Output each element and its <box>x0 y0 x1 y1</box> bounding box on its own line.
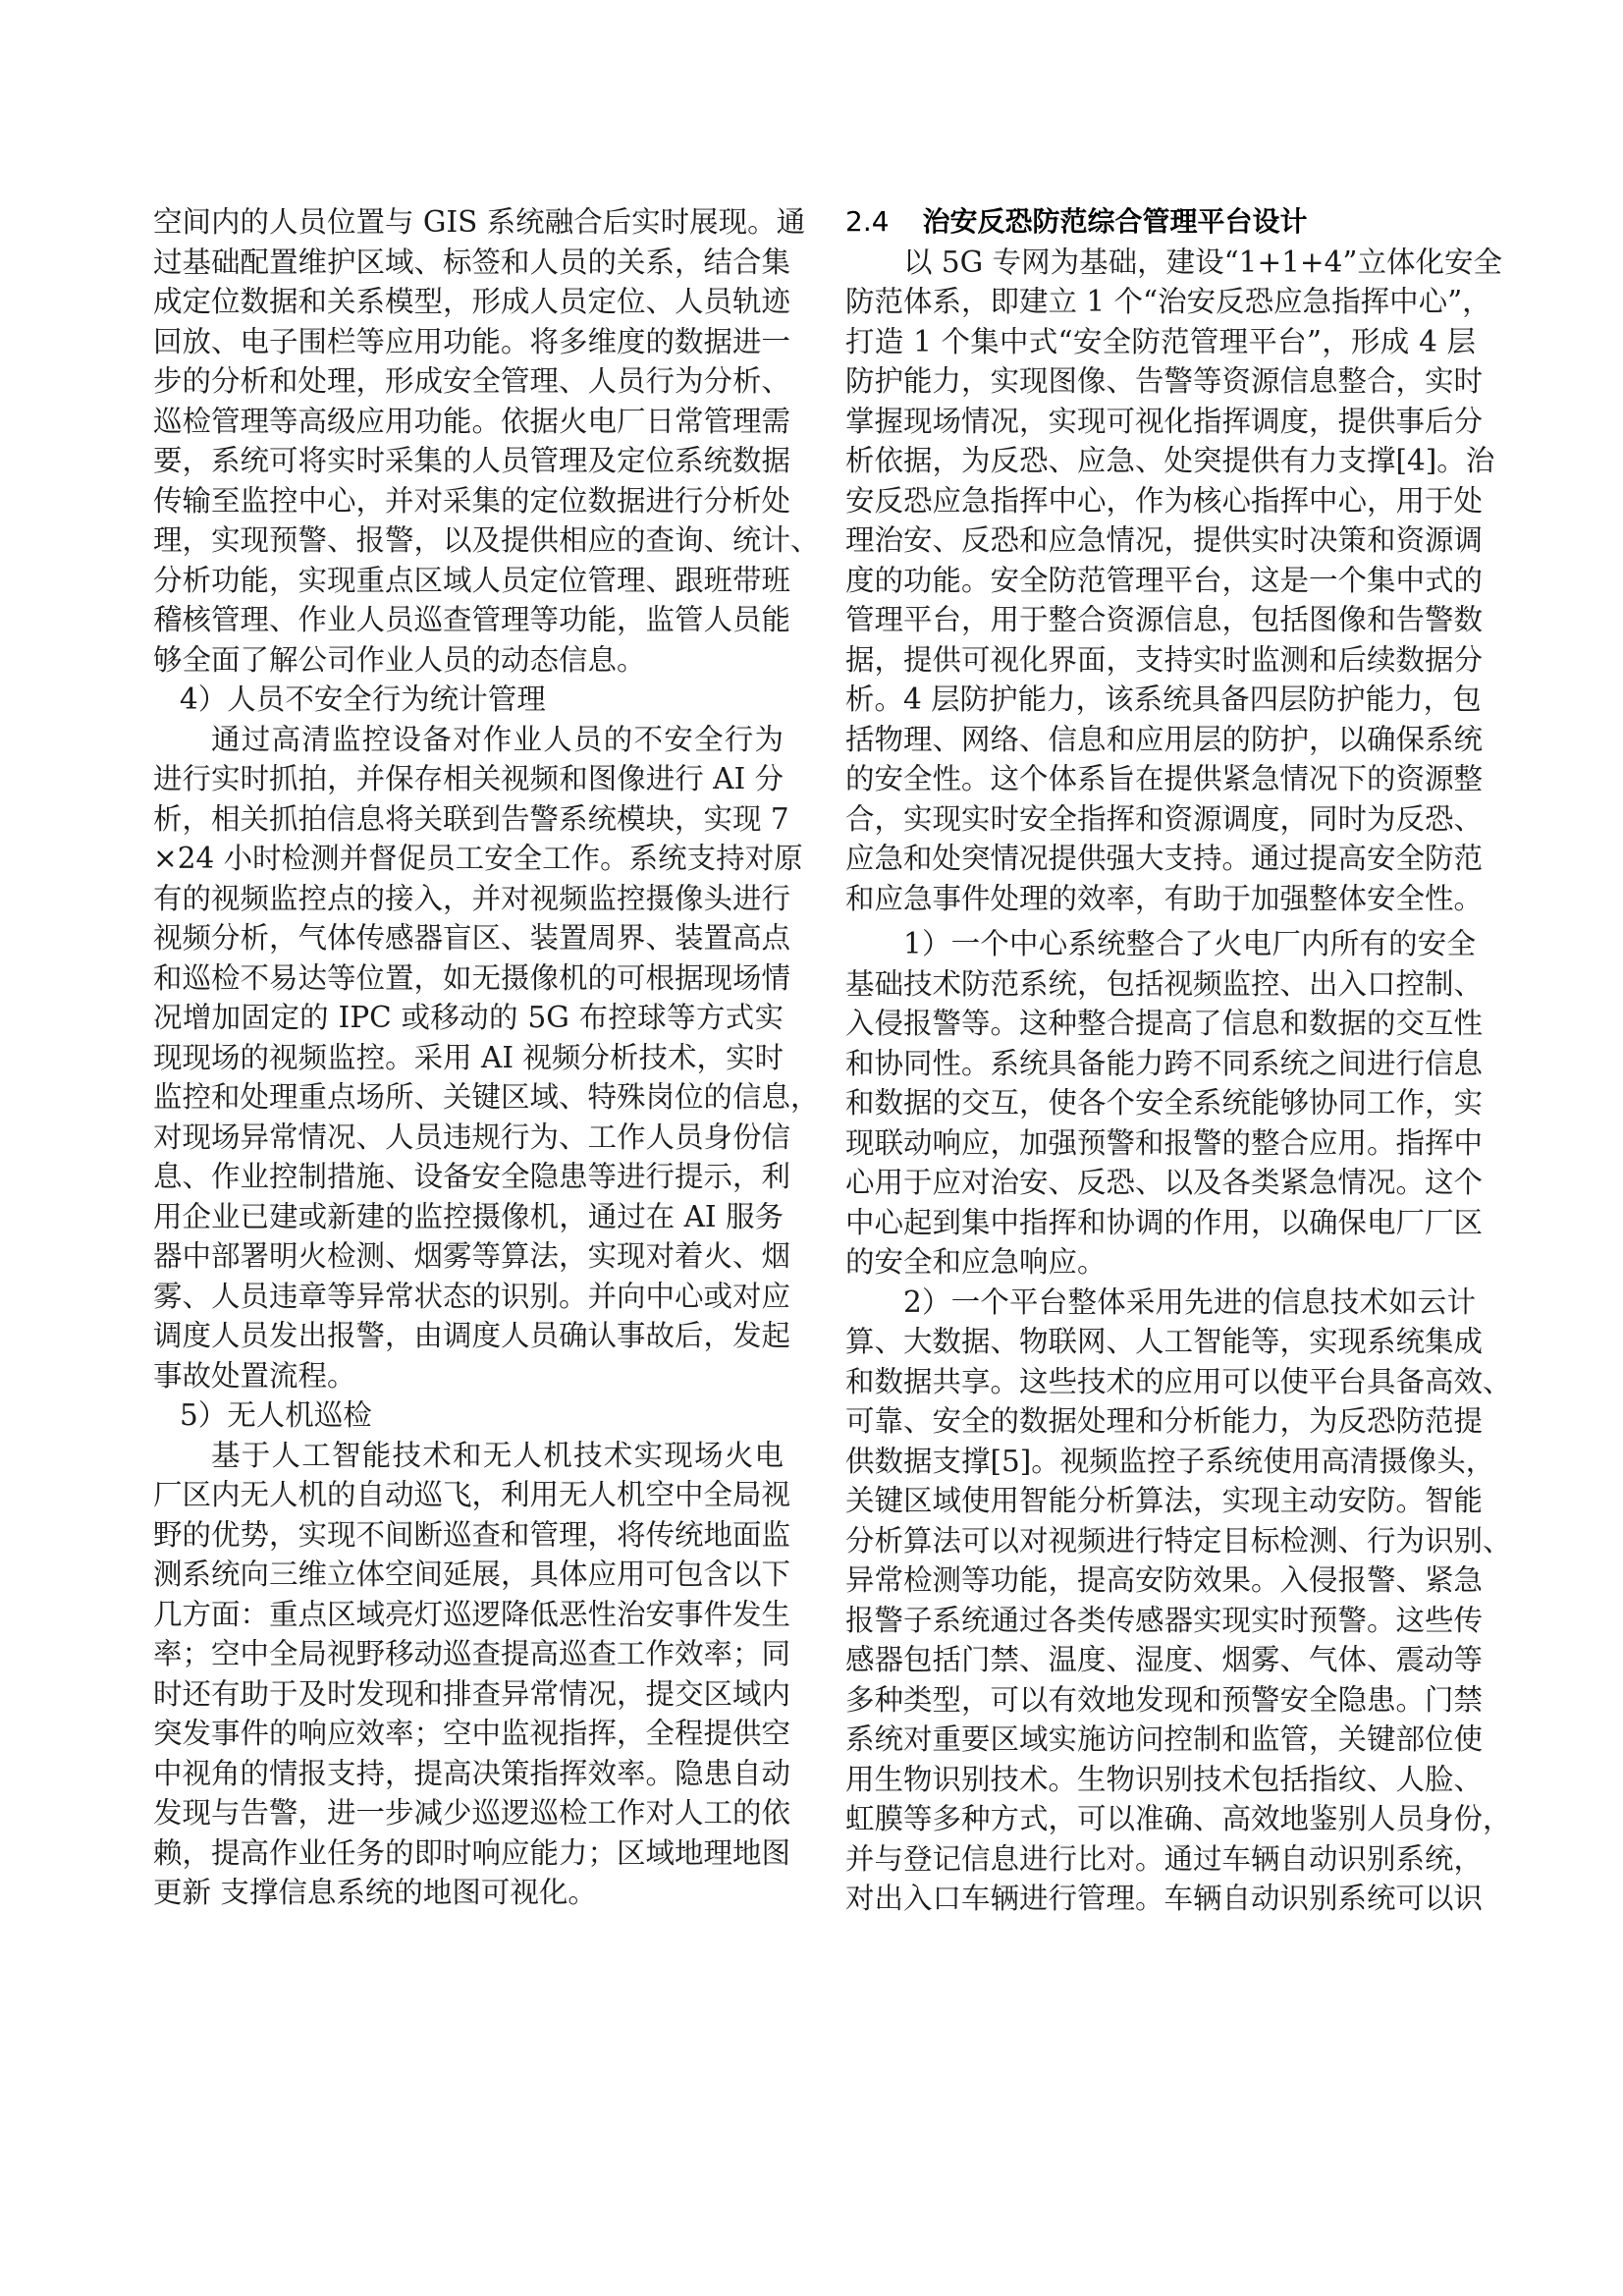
right-column-text-line: 的安全性。这个体系旨在提供紧急情况下的资源整 <box>845 762 1484 795</box>
right-column-text-line: 系统对重要区域实施访问控制和监管，关键部位使 <box>845 1722 1484 1756</box>
left-column-text-line: 更新 支撑信息系统的地图可视化。 <box>153 1876 597 1909</box>
left-column-text-line: 率；空中全局视野移动巡查提高巡查工作效率；同 <box>153 1637 791 1670</box>
left-column-text-line: 进行实时抓拍，并保存相关视频和图像进行 AI 分 <box>153 762 784 795</box>
right-column-text-line: 安反恐应急指挥中心，作为核心指挥中心，用于处 <box>845 483 1484 518</box>
right-column-text-line: 2）一个平台整体采用先进的信息技术如云计 <box>903 1285 1476 1319</box>
left-column-text-line: 通过高清监控设备对作业人员的不安全行为 <box>211 722 784 756</box>
right-column-text-line: 基础技术防范系统，包括视频监控、出入口控制、 <box>845 966 1484 1001</box>
right-column-text-line: 防范体系，即建立 1 个“治安反恐应急指挥中心”， <box>845 285 1491 318</box>
right-column-text-line: 理治安、反恐和应急情况，提供实时决策和资源调 <box>845 523 1484 557</box>
right-column-text-line: 心用于应对治安、反恐、以及各类紧急情况。这个 <box>845 1166 1484 1199</box>
right-column-text-line: 关键区域使用智能分析算法，实现主动安防。智能 <box>845 1484 1484 1517</box>
section-number: 2.4 <box>845 205 890 238</box>
left-column-text-line: 够全面了解公司作业人员的动态信息。 <box>153 642 646 677</box>
left-column-text-line: 传输至监控中心，并对采集的定位数据进行分析处 <box>153 483 791 518</box>
left-column-text-line: 中视角的情报支持，提高决策指挥效率。隐患自动 <box>153 1756 791 1790</box>
left-column-text-line: 5）无人机巡检 <box>180 1398 372 1432</box>
left-column-text-line: 巡检管理等高级应用功能。依据火电厂日常管理需 <box>153 404 791 438</box>
right-column-text-line: 和协同性。系统具备能力跨不同系统之间进行信息 <box>845 1046 1484 1080</box>
right-column-text-line: 1）一个中心系统整合了火电厂内所有的安全 <box>903 927 1476 960</box>
left-column-text-line: 基于人工智能技术和无人机技术实现场火电 <box>211 1438 784 1472</box>
left-column-text-line: 雾、人员违章等异常状态的识别。并向中心或对应 <box>153 1279 791 1313</box>
left-column-text-line: 突发事件的响应效率；空中监视指挥，全程提供空 <box>153 1717 791 1750</box>
right-column-text-line: 应急和处突情况提供强大支持。通过提高安全防范 <box>845 842 1484 875</box>
left-column-text-line: 成定位数据和关系模型，形成人员定位、人员轨迹 <box>153 285 791 318</box>
right-column <box>845 202 1512 1919</box>
left-column <box>153 202 820 1913</box>
right-column-text-line: 入侵报警等。这种整合提高了信息和数据的交互性 <box>845 1007 1484 1040</box>
right-column-text-line: 合，实现实时安全指挥和资源调度，同时为反恐、 <box>845 801 1484 836</box>
right-column-text-line: 中心起到集中指挥和协调的作用，以确保电厂厂区 <box>845 1205 1484 1239</box>
right-column-text-line: 分析算法可以对视频进行特定目标检测、行为识别、 <box>845 1523 1512 1558</box>
right-column-text-line: 用生物识别技术。生物识别技术包括指纹、人脸、 <box>845 1762 1484 1796</box>
left-column-text-line: 理，实现预警、报警，以及提供相应的查询、统计、 <box>153 523 820 557</box>
right-column-text-line: 掌握现场情况，实现可视化指挥调度，提供事后分 <box>845 404 1484 438</box>
left-column-text-line: 发现与告警，进一步减少巡逻巡检工作对人工的依 <box>153 1796 791 1830</box>
left-column-text-line: 监控和处理重点场所、关键区域、特殊岗位的信息， <box>153 1080 820 1114</box>
right-column-text-line: 供数据支撑[5]。视频监控子系统使用高清摄像头， <box>845 1444 1495 1478</box>
left-column-text-line: 和巡检不易达等位置，如无摄像机的可根据现场情 <box>153 960 791 995</box>
left-column-text-line: 赖，提高作业任务的即时响应能力；区域地理地图 <box>153 1835 791 1870</box>
left-column-text-line: 调度人员发出报警，由调度人员确认事故后，发起 <box>153 1319 791 1352</box>
right-column-text-line: 打造 1 个集中式“安全防范管理平台”，形成 4 层 <box>845 324 1476 358</box>
left-column-text-line: 况增加固定的 IPC 或移动的 5G 布控球等方式实 <box>153 1001 784 1034</box>
left-column-text-line: 析，相关抓拍信息将关联到告警系统模块，实现 7 <box>153 801 789 836</box>
left-column-text-line: 现现场的视频监控。采用 AI 视频分析技术，实时 <box>153 1040 784 1074</box>
left-column-text-line: 对现场异常情况、人员违规行为、工作人员身份信 <box>153 1120 791 1154</box>
left-column-text-line: 要，系统可将实时采集的人员管理及定位系统数据 <box>153 444 791 477</box>
right-column-text-line: 异常检测等功能，提高安防效果。入侵报警、紧急 <box>845 1563 1484 1597</box>
left-column-text-line: 几方面：重点区域亮灯巡逻降低恶性治安事件发生 <box>153 1597 791 1631</box>
section-title: 治安反恐防范综合管理平台设计 <box>922 205 1308 238</box>
right-column-text-line: 括物理、网络、信息和应用层的防护，以确保系统 <box>845 722 1484 756</box>
left-column-text-line: 4）人员不安全行为统计管理 <box>180 683 546 716</box>
left-column-text-line: 野的优势，实现不间断巡查和管理，将传统地面监 <box>153 1517 791 1552</box>
right-column-text-line: 现联动响应，加强预警和报警的整合应用。指挥中 <box>845 1125 1484 1160</box>
right-column-text-line: 据，提供可视化界面，支持实时监测和后续数据分 <box>845 642 1484 677</box>
left-column-text-line: 回放、电子围栏等应用功能。将多维度的数据进一 <box>153 324 791 358</box>
left-column-text-line: 稽核管理、作业人员巡查管理等功能，监管人员能 <box>153 603 791 636</box>
left-column-text-line: ×24 小时检测并督促员工安全工作。系统支持对原 <box>153 842 803 875</box>
right-column-text-line: 度的功能。安全防范管理平台，这是一个集中式的 <box>845 563 1484 597</box>
right-column-text-line: 和数据共享。这些技术的应用可以使平台具备高效、 <box>845 1364 1512 1398</box>
right-column-text-line: 和应急事件处理的效率，有助于加强整体安全性。 <box>845 881 1484 915</box>
left-column-text-line: 测系统向三维立体空间延展，具体应用可包含以下 <box>153 1558 791 1591</box>
right-column-text-line: 报警子系统通过各类传感器实现实时预警。这些传 <box>845 1603 1484 1637</box>
left-column-text-line: 厂区内无人机的自动巡飞，利用无人机空中全局视 <box>153 1478 791 1511</box>
right-column-text-line: 的安全和应急响应。 <box>845 1245 1107 1279</box>
right-column-text-line: 对出入口车辆进行管理。车辆自动识别系统可以识 <box>845 1882 1484 1915</box>
right-column-text-line: 多种类型，可以有效地发现和预警安全隐患。门禁 <box>845 1682 1484 1717</box>
left-column-text-line: 用企业已建或新建的监控摄像机，通过在 AI 服务 <box>153 1199 784 1233</box>
right-column-text-line: 感器包括门禁、温度、湿度、烟雾、气体、震动等 <box>845 1643 1484 1676</box>
right-column-text-line: 并与登记信息进行比对。通过车辆自动识别系统， <box>845 1841 1484 1876</box>
right-column-text-line: 析依据，为反恐、应急、处突提供有力支撑[4]。治 <box>845 444 1495 477</box>
left-column-text-line: 器中部署明火检测、烟雾等算法，实现对着火、烟 <box>153 1239 791 1273</box>
right-column-text-line: 和数据的交互，使各个安全系统能够协同工作，实 <box>845 1086 1484 1120</box>
left-column-text-line: 过基础配置维护区域、标签和人员的关系，结合集 <box>153 245 791 279</box>
left-column-text-line: 步的分析和处理，形成安全管理、人员行为分析、 <box>153 364 791 398</box>
right-column-text-line: 以 5G 专网为基础，建设“1+1+4”立体化安全 <box>903 245 1502 279</box>
left-column-text-line: 息、作业控制措施、设备安全隐患等进行提示，利 <box>153 1160 791 1193</box>
right-column-text-line: 析。4 层防护能力，该系统具备四层防护能力，包 <box>845 683 1482 716</box>
right-column-text-line: 防护能力，实现图像、告警等资源信息整合，实时 <box>845 364 1484 398</box>
left-column-text-line: 空间内的人员位置与 GIS 系统融合后实时展现。通 <box>153 205 806 239</box>
left-column-text-line: 事故处置流程。 <box>153 1358 356 1393</box>
right-column-text-line: 虹膜等多种方式，可以准确、高效地鉴别人员身份， <box>845 1802 1512 1835</box>
right-column-text-line: 算、大数据、物联网、人工智能等，实现系统集成 <box>845 1325 1484 1358</box>
section-heading <box>845 202 1476 243</box>
left-column-text-line: 分析功能，实现重点区域人员定位管理、跟班带班 <box>153 563 791 597</box>
left-column-text-line: 时还有助于及时发现和排查异常情况，提交区域内 <box>153 1676 791 1711</box>
left-column-text-line: 有的视频监控点的接入，并对视频监控摄像头进行 <box>153 881 791 915</box>
left-column-text-line: 视频分析，气体传感器盲区、装置周界、装置高点 <box>153 921 791 955</box>
right-column-text-line: 可靠、安全的数据处理和分析能力，为反恐防范提 <box>845 1404 1484 1438</box>
right-column-text-line: 管理平台，用于整合资源信息，包括图像和告警数 <box>845 603 1484 636</box>
